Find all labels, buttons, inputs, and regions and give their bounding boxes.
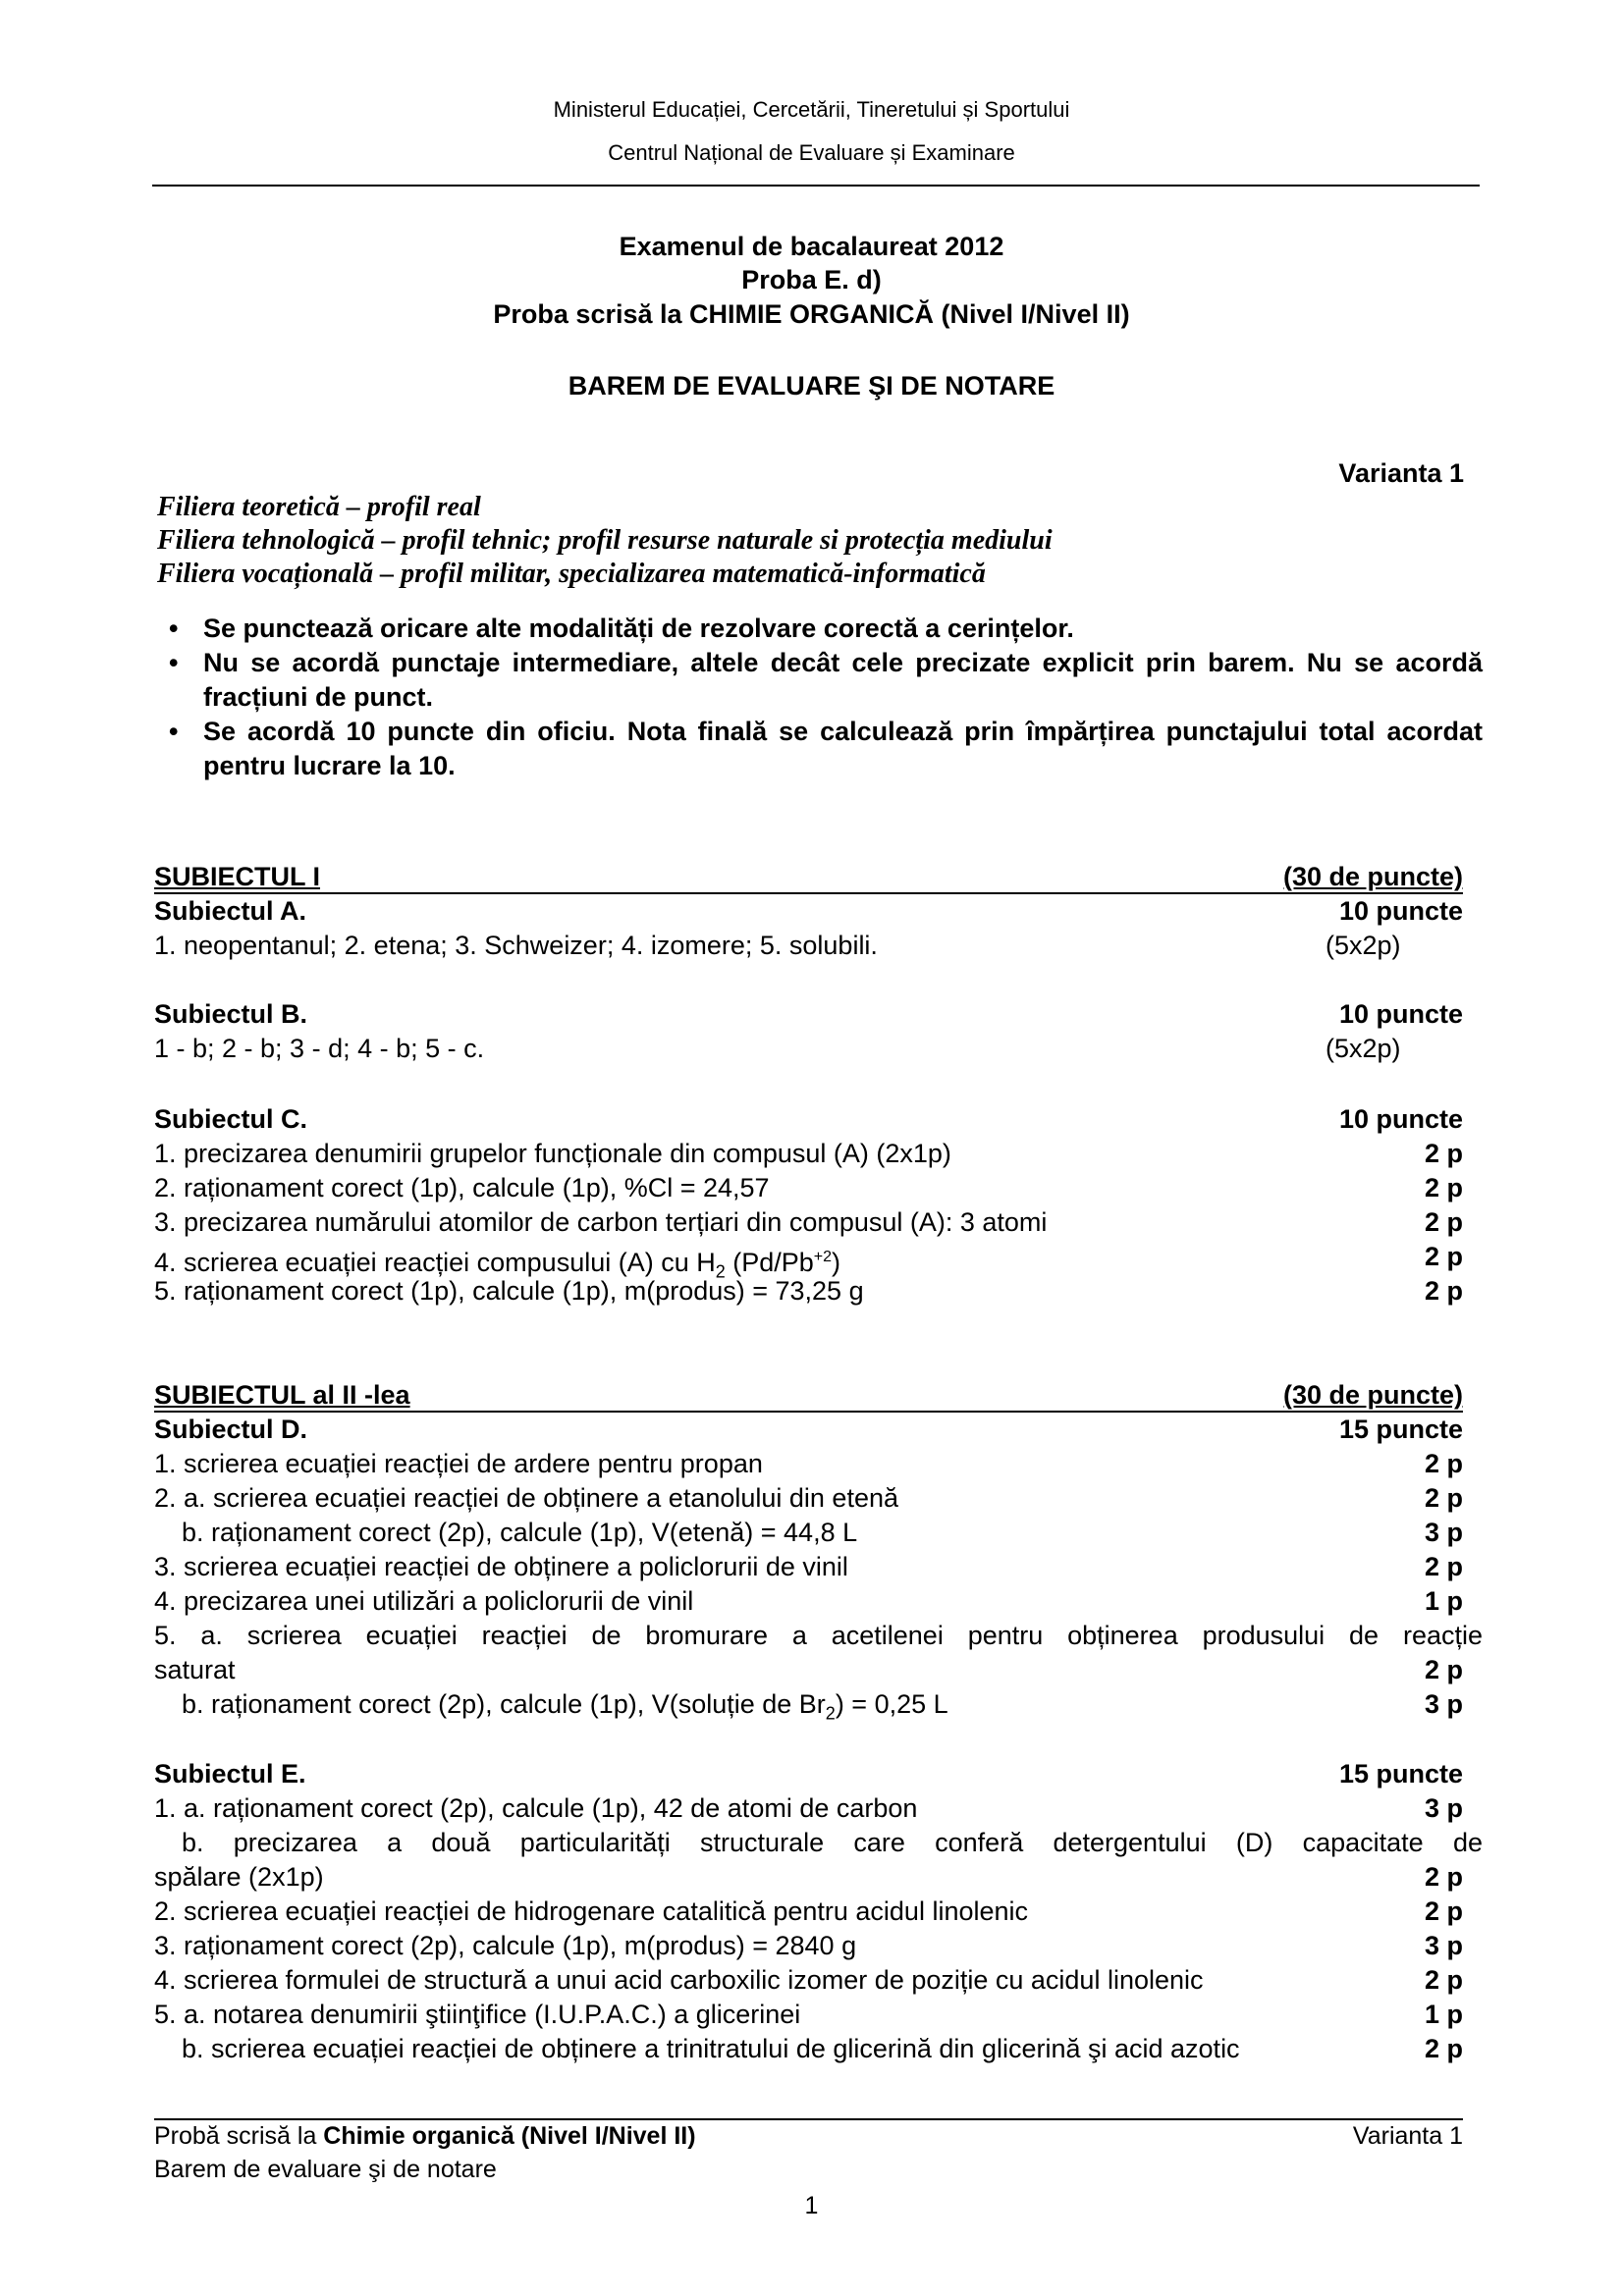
answer-row [154,1481,1463,1516]
answer-text: 1. scrierea ecuației reacției de ardere pentru propan [154,1449,763,1478]
subsection-title: Subiectul E. [154,1759,306,1789]
subiectul-a-answers [154,929,1463,963]
answer-text: 5. a. scrierea ecuației reacției de bromurare a acetilenei pentru obținerea produsului de reacție [154,1621,1483,1650]
answer-text: 2. raționament corect (1p), calcule (1p), %Cl = 24,57 [154,1173,770,1202]
footer-exam-label: Probă scrisă la Chimie organică (Nivel I/Nivel II) [154,2122,696,2150]
exam-proba: Proba E. d) [741,265,882,294]
barem-title: BAREM DE EVALUARE ŞI DE NOTARE [568,371,1055,400]
answer-score: 2 p [1424,1449,1463,1478]
exam-subject: Proba scrisă la CHIMIE ORGANICĂ (Nivel I/Nivel II) [493,299,1130,329]
rule-item: • Se acordă 10 puncte din oficiu. Nota finală se calculează prin împărțirea punctajului total acordat pentru lucrare la 10. [157,715,1483,783]
ministry-name: Ministerul Educației, Cercetării, Tineretului și Sportului [553,97,1070,122]
subsection-points: 10 puncte [1338,896,1463,926]
answer-text: spălare (2x1p) [154,1862,324,1892]
answer-score: 2 p [1424,1552,1463,1581]
subsection-title: Subiectul D. [154,1415,308,1444]
answer-score: 1 p [1424,2000,1463,2029]
answer-text: b. raționament corect (2p), calcule (1p), V(etenă) = 44,8 L [182,1518,858,1547]
footer-barem-label: Barem de evaluare şi de notare [154,2156,497,2183]
answer-score: (5x2p) [1325,1034,1401,1063]
subiectul-e-header [154,1757,1463,1791]
rule-item: • Nu se acordă punctaje intermediare, altele decât cele precizate explicit prin barem. Nu se acordă fracțiuni de punct. [157,646,1483,715]
answer-text: saturat [154,1655,236,1684]
filiera-tehnologica: Filiera tehnologică – profil tehnic; profil resurse naturale si protecția mediului [157,525,1053,556]
answer-row [154,1895,1463,1929]
answer-text: 4. scrierea ecuației reacției compusului (A) cu $H_2$ $(Pd/Pb^{+2})$ [154,1248,841,1282]
page-number: 1 [804,2192,819,2219]
answer-text: 5. raționament corect (1p), calcule (1p), m(produs) = 73,25 g [154,1276,864,1306]
subsection-title: Subiectul B. [154,999,308,1029]
answer-text: b. precizarea a două particularități structurale care conferă detergentului (D) capacitate de [182,1828,1483,1857]
answer-row [154,1963,1463,1998]
subiectul-c-header [154,1102,1463,1137]
answer-row [154,1274,1463,1308]
subsection-points: 10 puncte [1338,1104,1463,1134]
evaluation-center-name: Centrul Național de Evaluare și Examinare [608,140,1015,165]
answer-row [154,1447,1463,1481]
answer-text: 4. scrierea formulei de structură a unui acid carboxilic izomer de poziție cu acidul linolenic [154,1965,1204,1995]
answer-row [154,1791,1463,1826]
section-points: (30 de puncte) [1282,862,1463,891]
answer-text: 4. precizarea unei utilizări a policlorurii de vinil [154,1586,694,1616]
answer-score: 3 p [1424,1931,1463,1960]
answer-row-wrapped [154,1619,1483,1653]
grading-rules [157,612,1483,783]
answer-row [154,1516,1463,1550]
answer-score: 2 p [1424,1862,1463,1892]
answer-text: 3. scrierea ecuației reacției de obținere a policlorurii de vinil [154,1552,848,1581]
subsection-points: 15 puncte [1338,1759,1463,1789]
answer-text: 3. raționament corect (2p), calcule (1p), m(produs) = 2840 g [154,1931,857,1960]
answer-row [154,1584,1463,1619]
answer-score: 2 p [1424,2034,1463,2063]
answer-score: (5x2p) [1325,931,1401,960]
answer-row [154,1550,1463,1584]
section-title: SUBIECTUL al II -lea [154,1380,410,1410]
variant-label: Varianta 1 [1338,458,1464,488]
answer-score: 2 p [1424,1139,1463,1168]
answer-score: 2 p [1424,1207,1463,1237]
answer-row-wrapped [154,1826,1483,1860]
answer-text: 2. scrierea ecuației reacției de hidrogenare catalitică pentru acidul linolenic [154,1896,1029,1926]
answer-row [154,1687,1463,1731]
answer-score: 2 p [1424,1276,1463,1306]
answer-score: 2 p [1424,1483,1463,1513]
answer-row [154,1929,1463,1963]
subsection-points: 10 puncte [1338,999,1463,1029]
answer-score: 3 p [1424,1689,1463,1719]
subsection-title: Subiectul C. [154,1104,308,1134]
answer-score: 2 p [1424,1655,1463,1684]
answer-row [154,1653,1463,1687]
answer-row [154,1205,1463,1240]
footer-variant: Varianta 1 [1352,2122,1463,2150]
subiectul-d-header [154,1413,1463,1447]
answer-score: 2 p [1424,1173,1463,1202]
answer-text: 1. precizarea denumirii grupelor funcționale din compusul (A) (2x1p) [154,1139,951,1168]
answer-score: 2 p [1424,1242,1463,1271]
subiectul-b-answers [154,1032,1463,1066]
answer-text: 1. a. raționament corect (2p), calcule (1p), 42 de atomi de carbon [154,1793,918,1823]
answer-text: b. scrierea ecuației reacției de obținere a trinitratului de glicerină din glicerină şi acid azotic [182,2034,1240,2063]
footer-divider [154,2118,1463,2120]
filiera-vocationala: Filiera vocațională – profil militar, specializarea matematică-informatică [157,559,986,589]
subiectul-a-header [154,894,1463,929]
answer-score: 2 p [1424,1965,1463,1995]
subiectul-b-header [154,997,1463,1032]
subsection-points: 15 puncte [1338,1415,1463,1444]
subiectul-1-header [154,860,1463,894]
exam-title: Examenul de bacalaureat 2012 [619,232,1004,261]
answer-text: 1 - b; 2 - b; 3 - d; 4 - b; 5 - c. [154,1034,485,1063]
answer-row [154,1860,1463,1895]
header-divider [152,185,1480,187]
answer-text: 3. precizarea numărului atomilor de carbon terțiari din compusul (A): 3 atomi [154,1207,1048,1237]
answer-text: 5. a. notarea denumirii ştiinţifice (I.U.P.A.C.) a glicerinei [154,2000,801,2029]
answer-score: 2 p [1424,1896,1463,1926]
section-points: (30 de puncte) [1282,1380,1463,1410]
filiera-teoretica: Filiera teoretică – profil real [157,492,481,522]
subsection-title: Subiectul A. [154,896,307,926]
answer-score: 3 p [1424,1793,1463,1823]
answer-row [154,1171,1463,1205]
answer-text: b. raționament corect (2p), calcule (1p), V(soluție de $Br_2) = 0,25$ L [182,1689,948,1724]
answer-row [154,1137,1463,1171]
rule-item: • Se punctează oricare alte modalități de rezolvare corectă a cerințelor. [157,612,1483,646]
section-title: SUBIECTUL I [154,862,321,891]
answer-text: 1. neopentanul; 2. etena; 3. Schweizer; 4. izomere; 5. solubili. [154,931,878,960]
answer-score: 3 p [1424,1518,1463,1547]
subiectul-2-header [154,1378,1463,1413]
answer-row [154,2032,1463,2066]
footer-subject: Chimie organică (Nivel I/Nivel II) [323,2122,696,2150]
answer-row [154,1998,1463,2032]
answer-score: 1 p [1424,1586,1463,1616]
answer-text: 2. a. scrierea ecuației reacției de obținere a etanolului din etenă [154,1483,898,1513]
